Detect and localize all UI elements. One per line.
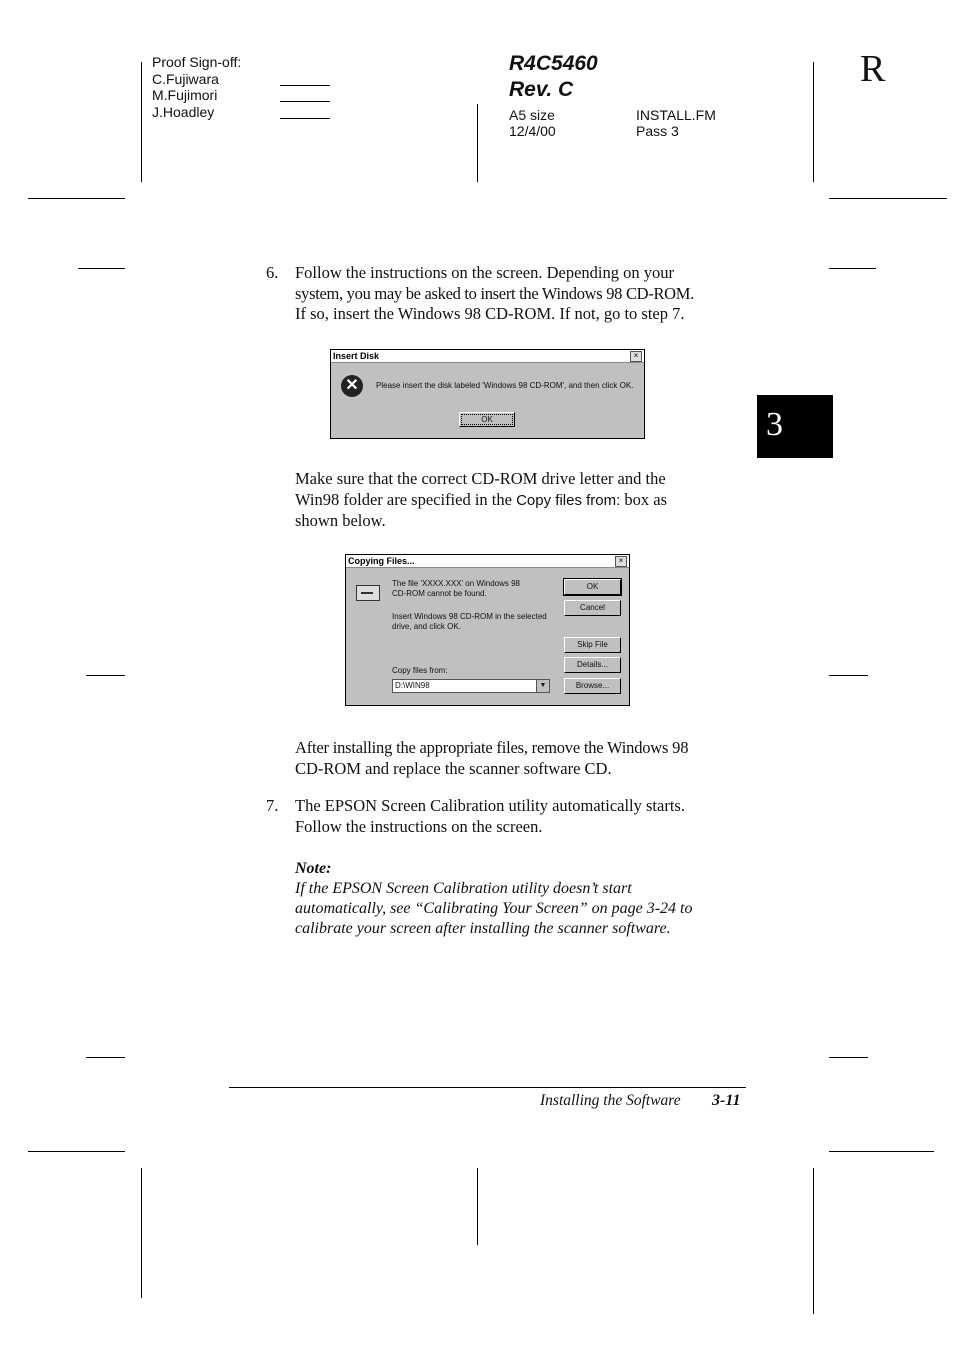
text-line: Follow the instructions on the screen. Depending on your: [295, 263, 674, 282]
note-block: [295, 859, 755, 939]
ui-label-copy-files-from: Copy files from:: [516, 491, 621, 509]
insert-disk-dialog: [330, 349, 645, 439]
dialog-message: Please insert the disk labeled 'Windows 98 CD-ROM', and then click OK.: [376, 381, 634, 390]
crop-mark: [477, 104, 478, 182]
signer-name: C.Fujiwara: [152, 70, 219, 87]
signature-line: [280, 118, 330, 119]
footer-section: Installing the Software: [540, 1092, 681, 1109]
signature-line: [280, 101, 330, 102]
crop-mark: [141, 62, 142, 182]
dialog-titlebar: [346, 555, 629, 568]
note-line: calibrate your screen after installing the scanner software.: [295, 920, 671, 937]
corner-letter: R: [860, 48, 886, 90]
chevron-down-icon[interactable]: ▼: [536, 680, 549, 692]
step-6-text: [295, 263, 755, 325]
close-icon[interactable]: ×: [630, 351, 642, 362]
revision: Rev. C: [509, 78, 574, 101]
text-line: Win98 folder are specified in the Copy files from: box as: [295, 489, 668, 509]
text-line: Make sure that the correct CD-ROM drive letter and the: [295, 469, 666, 488]
doc-date: 12/4/00: [509, 123, 556, 139]
proof-signoff: [152, 54, 241, 120]
insert-cd-message: Insert Windows 98 CD-ROM in the selected drive, and click OK.: [392, 612, 547, 631]
note-line: If the EPSON Screen Calibration utility doesn’t start: [295, 880, 632, 897]
dialog-title: Copying Files...: [348, 556, 415, 566]
missing-file-message: The file 'XXXX.XXX' on Windows 98 CD-ROM cannot be found.: [392, 579, 521, 598]
crop-mark: [78, 268, 125, 269]
chapter-tab: [757, 395, 833, 458]
dialog-title: Insert Disk: [333, 351, 380, 361]
ok-button[interactable]: OK: [459, 412, 515, 427]
crop-mark: [141, 1168, 142, 1298]
page-number: 3-11: [712, 1092, 741, 1109]
chapter-number: 3: [766, 406, 783, 443]
footer-rule: [229, 1087, 746, 1088]
proof-label: Proof Sign-off:: [152, 54, 242, 70]
after-install-text: [295, 738, 755, 779]
text-line: shown below.: [295, 511, 386, 530]
disk-drive-icon: [356, 585, 380, 601]
text-line: Follow the instructions on the screen.: [295, 816, 543, 836]
text-line: If so, insert the Windows 98 CD-ROM. If not, go to step 7.: [295, 304, 685, 323]
text-line: CD-ROM and replace the scanner software CD.: [295, 758, 612, 778]
close-icon[interactable]: ×: [615, 556, 627, 567]
note-line: automatically, see “Calibrating Your Screen” on page 3-24 to: [295, 900, 693, 917]
details-button[interactable]: Details...: [564, 657, 621, 673]
crop-mark: [829, 198, 947, 199]
crop-mark: [28, 1151, 125, 1152]
model-number: R4C5460: [509, 52, 598, 75]
skip-file-button[interactable]: Skip File: [564, 637, 621, 653]
path-value: D:\WIN98: [395, 681, 430, 690]
copy-files-instruction: [295, 469, 755, 532]
signature-line: [280, 85, 330, 86]
crop-mark: [829, 268, 876, 269]
signer-name: J.Hoadley: [152, 103, 215, 120]
step-number: 6.: [266, 263, 279, 282]
file-name: INSTALL.FM: [636, 107, 716, 123]
paper-size: A5 size: [509, 107, 555, 123]
note-label: Note:: [295, 860, 332, 877]
crop-mark: [829, 1151, 934, 1152]
text-line: The EPSON Screen Calibration utility automatically starts.: [295, 796, 685, 815]
pass-number: Pass 3: [636, 123, 679, 139]
crop-mark: [813, 1168, 814, 1314]
crop-mark: [86, 675, 125, 676]
copy-files-from-combobox[interactable]: [392, 679, 550, 693]
crop-mark: [813, 62, 814, 182]
text-line: After installing the appropriate files, remove the Windows 98: [295, 738, 689, 757]
dialog-titlebar: [331, 350, 644, 363]
cancel-button[interactable]: Cancel: [564, 600, 621, 616]
copy-files-from-label: Copy files from:: [392, 666, 448, 675]
ok-button[interactable]: OK: [564, 579, 621, 595]
crop-mark: [829, 1057, 868, 1058]
step-7-text: [295, 796, 755, 837]
crop-mark: [477, 1168, 478, 1245]
step-number: 7.: [266, 796, 279, 815]
error-icon: ✕: [341, 375, 363, 397]
crop-mark: [829, 675, 868, 676]
crop-mark: [28, 198, 125, 199]
text-line: system, you may be asked to insert the Windows 98 CD-ROM.: [295, 283, 694, 303]
copying-files-dialog: [345, 554, 630, 706]
browse-button[interactable]: Browse...: [564, 678, 621, 694]
crop-mark: [86, 1057, 125, 1058]
signer-name: M.Fujimori: [152, 87, 218, 103]
